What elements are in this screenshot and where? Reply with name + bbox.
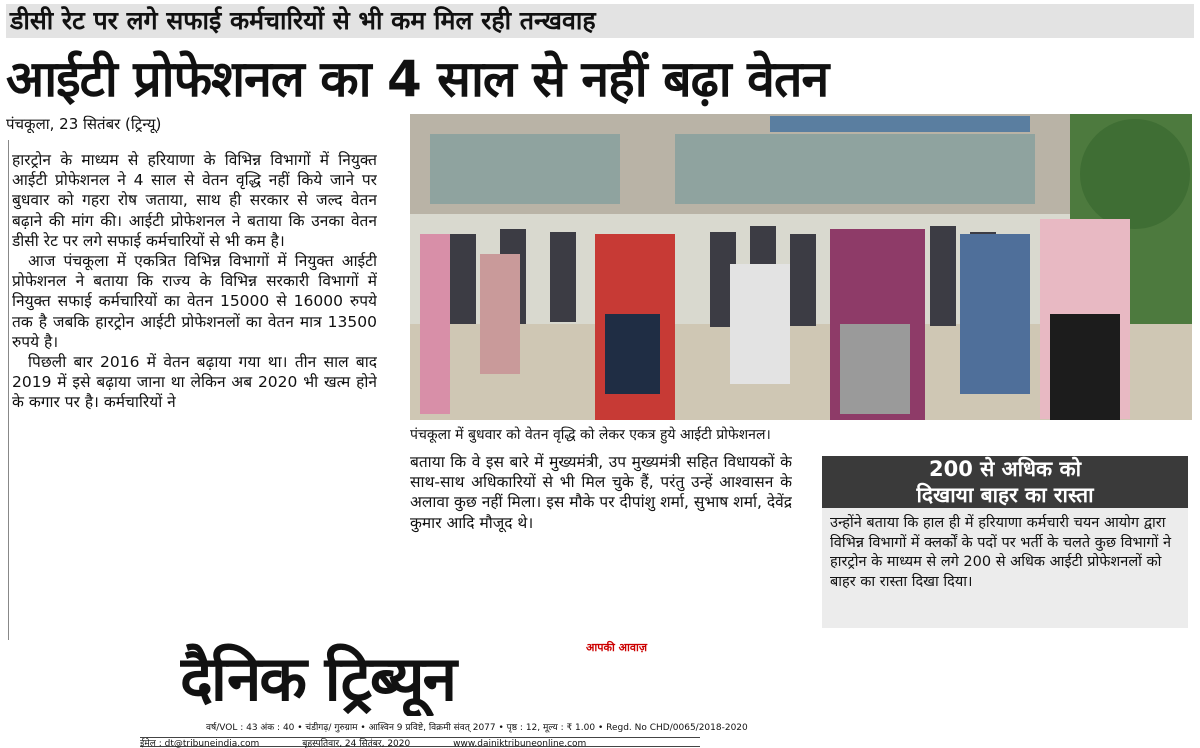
masthead-tagline: आपकी आवाज़ [586,641,647,654]
folio-website: www.dainiktribuneonline.com [453,739,587,748]
folio-email: ईमेल : dt@tribuneindia.com [140,739,260,748]
newspaper-masthead: दैनिक ट्रिब्यून [180,642,456,715]
main-headline: आईटी प्रोफेशनल का 4 साल से नहीं बढ़ा वेतन [6,50,829,108]
sidebar-heading-line1: 200 से अधिक को [928,457,1082,481]
paragraph: पिछली बार 2016 में वेतन बढ़ाया गया था। तीन साल बाद 2019 में इसे बढ़ाया जाना था लेकिन अब 2020 भी खत्म होने के कगार पर है। कर्मचारियों ने [12,353,377,412]
folio-date: बृहस्पतिवार, 24 सितंबर, 2020 [302,739,411,748]
photo-caption: पंचकूला में बुधवार को वेतन वृद्धि को लेकर एकत्र हुये आईटी प्रोफेशनल। [410,427,771,443]
dateline: पंचकूला, 23 सितंबर (ट्रिन्यू) [6,115,162,133]
kicker-headline: डीसी रेट पर लगे सफाई कर्मचारियों से भी कम मिल रही तन्खवाह [6,4,1194,38]
folio-bottom [140,736,700,748]
sidebar-heading-line2: दिखाया बाहर का रास्ता [916,483,1094,507]
column-divider [8,140,9,640]
paragraph: हारट्रोन के माध्यम से हरियाणा के विभिन्न विभागों में नियुक्त आईटी प्रोफेशनल ने 4 साल से वेतन वृद्धि नहीं किये जाने पर बुधवार को गहरा रोष जताया, साथ ही सरकार से जल्द वेतन बढ़ाने की मांग की। आईटी प्रोफेशनल ने बताया कि उनका वेतन डीसी रेट पर लगे सफाई कर्मचारियों से भी कम है। [12,151,377,250]
paragraph: आज पंचकूला में एकत्रित विभिन्न विभागों में नियुक्त आईटी प्रोफेशनल ने बताया कि राज्य के विभिन्न सरकारी विभागों में नियुक्त सफाई कर्मचारियों का वेतन 15000 से 16000 रुपये तक है जबकि हारट्रोन आईटी प्रोफेशनलों का वेतन मात्र 13500 रुपये है। [12,252,377,351]
sidebar-body: उन्होंने बताया कि हाल ही में हरियाणा कर्मचारी चयन आयोग द्वारा विभिन्न विभागों में क्लर्कों के पदों पर भर्ती के चलते कुछ विभागों ने हारट्रोन के माध्यम से लगे 200 से अधिक आईटी प्रोफेशनलों को बाहर का रास्ता दिखा दिया। [822,508,1188,628]
article-column-2: बताया कि वे इस बारे में मुख्यमंत्री, उप मुख्यमंत्री सहित विधायकों के साथ-साथ अधिकारियों से भी मिल चुके हैं, परंतु उन्हें आश्वासन के अलावा कुछ नहीं मिला। इस मौके पर दीपांशु शर्मा, सुभाष शर्मा, देवेंद्र कुमार आदि मौजूद थे। [410,453,792,532]
protest-photo-illustration [410,114,1192,420]
sidebar-heading [822,456,1188,508]
folio-line: वर्ष/VOL : 43 अंक : 40 • चंडीगढ़/ गुरुग्राम • आश्विन 9 प्रविष्टे, विक्रमी संवत् 2077 • पृष्ठ : 12, मूल्य : ₹ 1.00 • Regd. No CHD/0065/2018-2020 [206,723,748,733]
news-photo [410,114,1192,420]
article-column-1 [12,150,377,628]
